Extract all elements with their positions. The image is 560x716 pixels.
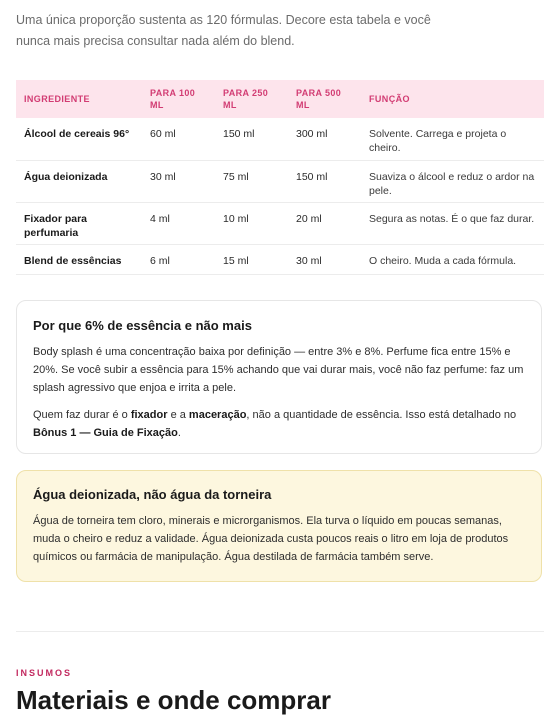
cell-ingredient: Água deionizada [16,160,142,202]
intro-line-2: nunca mais precisa consultar nada além do blend. [16,34,295,48]
cell-500ml: 150 ml [288,160,361,202]
intro-text [16,10,536,52]
cell-100ml: 60 ml [142,118,215,160]
emphasis-fixador: fixador [130,409,168,421]
intro-line-1: Uma única proporção sustenta as 120 fórmulas. Decore esta tabela e você [16,13,431,27]
cell-function: Suaviza o álcool e reduz o ardor na pele. [361,160,544,202]
section-divider [16,631,544,632]
cell-ingredient: Fixador para perfumaria [16,202,142,244]
header-250ml: PARA 250 ML [223,88,269,110]
cell-ingredient: Blend de essências [16,244,142,274]
cell-100ml: 4 ml [142,202,215,244]
emphasis-maceracao: maceração [188,409,247,421]
text-span: e a [167,409,189,421]
water-warning-card [16,470,542,582]
cell-500ml: 30 ml [288,244,361,274]
cell-ingredient: Álcool de cereais 96° [16,118,142,160]
cell-250ml: 15 ml [215,244,288,274]
table-row [16,118,544,160]
table-header-row [16,80,544,118]
text-span: Quem faz durar é o [33,409,131,421]
essence-info-card [16,300,542,454]
cell-100ml: 30 ml [142,160,215,202]
emphasis-bonus-reference: Bônus 1 — Guia de Fixação [33,427,178,439]
water-card-title: Água deionizada, não água da torneira [33,487,272,502]
cell-function: O cheiro. Muda a cada fórmula. [361,244,544,274]
cell-250ml: 150 ml [215,118,288,160]
proportion-table [16,80,544,275]
text-span: , não a quantidade de essência. Isso está detalhado no [246,409,517,421]
cell-500ml: 20 ml [288,202,361,244]
cell-100ml: 6 ml [142,244,215,274]
table-row [16,160,544,202]
text-span: . [177,427,181,439]
cell-function: Solvente. Carrega e projeta o cheiro. [361,118,544,160]
header-500ml: PARA 500 ML [296,88,342,110]
cell-250ml: 10 ml [215,202,288,244]
header-function: FUNÇÃO [369,94,410,104]
water-card-paragraph: Água de torneira tem cloro, minerais e microrganismos. Ela turva o líquido em poucas semanas, muda o cheiro e reduz a validade. Água deionizada custa poucos reais o litro em loja de produtos químicos ou farmácia de manipulação. Água destilada de farmácia também serve. [33,515,509,563]
essence-card-title: Por que 6% de essência e não mais [33,318,252,333]
table-row [16,244,544,274]
essence-card-paragraph-1: Body splash é uma concentração baixa por definição — entre 3% e 8%. Perfume fica entre 15% e 20%. Se você subir a essência para 15% achando que vai durar mais, você não faz perfume: faz um splash agressivo que enjoa e irrita a pele. [33,346,524,394]
section-eyebrow: INSUMOS [16,668,73,678]
cell-500ml: 300 ml [288,118,361,160]
cell-250ml: 75 ml [215,160,288,202]
header-100ml: PARA 100 ML [150,88,196,110]
cell-function: Segura as notas. É o que faz durar. [361,202,544,244]
table-row [16,202,544,244]
section-title: Materiais e onde comprar [16,685,331,715]
essence-card-paragraph-2 [33,406,525,442]
header-ingredient: INGREDIENTE [24,94,90,104]
